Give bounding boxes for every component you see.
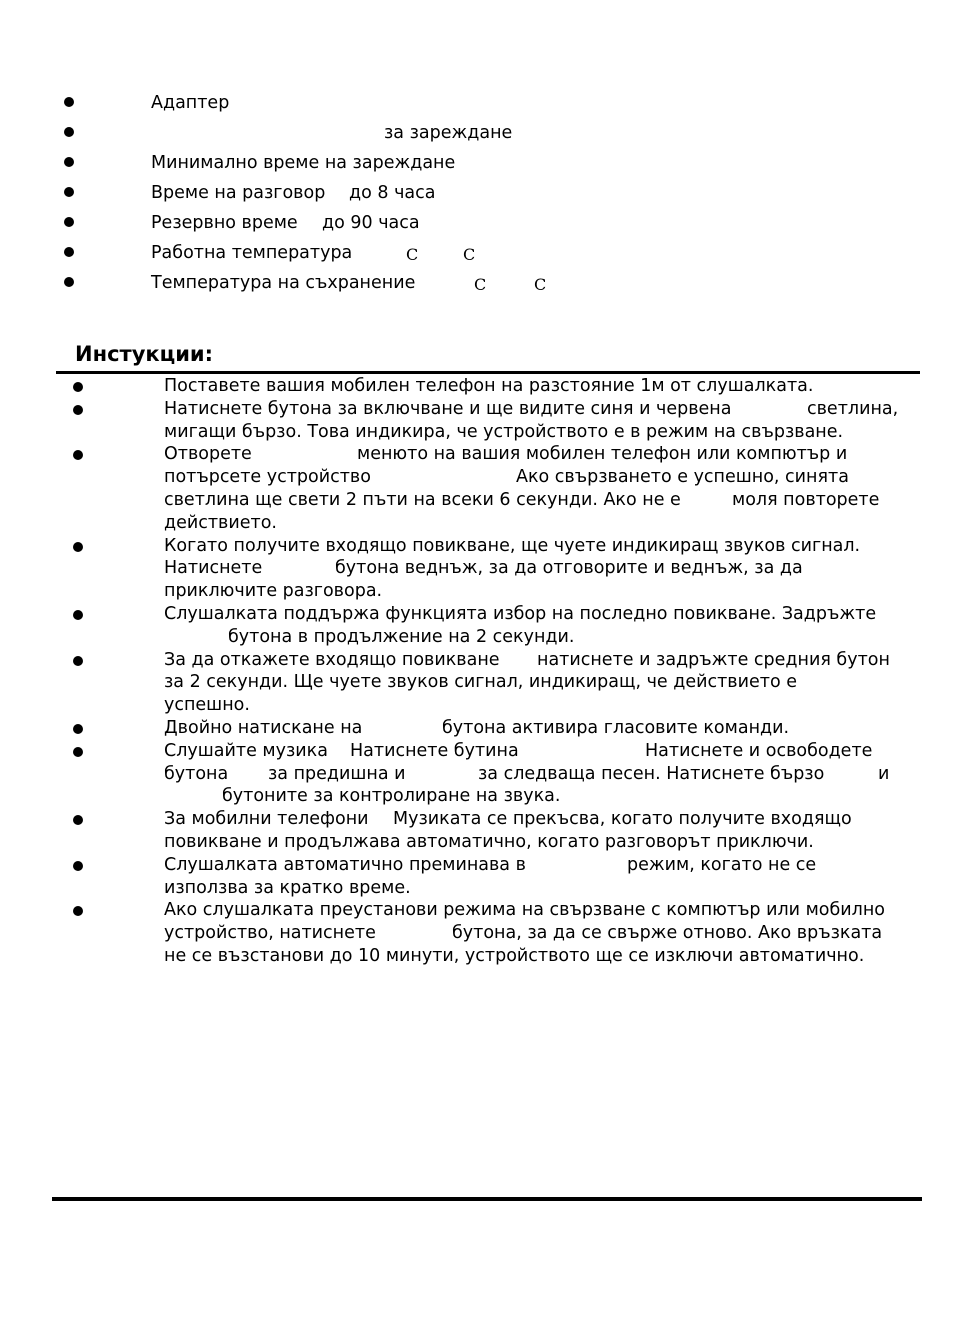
instruction-text: Слушалката поддържа функцията избор на последно повикване. Задръжте bbox=[164, 603, 877, 624]
instruction-text: устройство, натиснете bbox=[164, 923, 376, 944]
instruction-item bbox=[0, 603, 954, 649]
instruction-text: моля повторете bbox=[732, 489, 880, 510]
instruction-text: и bbox=[878, 763, 890, 784]
instruction-item bbox=[0, 717, 954, 740]
instruction-text: действието. bbox=[164, 512, 277, 533]
instruction-text: натиснете и задръжте средния бутон bbox=[537, 649, 890, 670]
instruction-text: Слушайте музика bbox=[164, 740, 328, 761]
instruction-item bbox=[0, 649, 954, 717]
bullet-icon bbox=[64, 247, 74, 257]
instruction-text: успешно. bbox=[164, 695, 250, 716]
footer-divider bbox=[52, 1197, 922, 1201]
instruction-text: менюто на вашия мобилен телефон или компютър и bbox=[357, 444, 848, 465]
instruction-text: използва за кратко време. bbox=[164, 877, 411, 898]
instruction-item bbox=[0, 535, 954, 603]
spec-item-operating-temp bbox=[0, 238, 954, 268]
instruction-text: не се възстанови до 10 минути, устройството ще се изключи автоматично. bbox=[164, 945, 865, 966]
instruction-item bbox=[0, 808, 954, 854]
instruction-item bbox=[0, 899, 954, 967]
instruction-text: за предишна и bbox=[268, 763, 406, 784]
instruction-text: за следваща песен. Натиснете бързо bbox=[478, 763, 825, 784]
instruction-text: Музиката се прекъсва, когато получите входящо bbox=[393, 809, 852, 830]
bullet-icon bbox=[64, 97, 74, 107]
temperature-unit: C bbox=[534, 275, 547, 294]
instruction-text: бутона в продължение на 2 секунди. bbox=[228, 626, 575, 647]
instruction-text: мигащи бързо. Това индикира, че устройството е в режим на свързване. bbox=[164, 421, 844, 442]
instruction-text: потърсете устройство bbox=[164, 467, 371, 488]
spec-label: Работна температура bbox=[151, 243, 353, 263]
spec-label: Резервно време bbox=[151, 213, 298, 233]
instruction-item bbox=[0, 398, 954, 444]
bullet-icon bbox=[64, 127, 74, 137]
spec-item-adapter bbox=[0, 88, 954, 118]
instruction-text: бутона веднъж, за да отговорите и веднъж, за да bbox=[335, 558, 803, 579]
spec-value: до 90 часа bbox=[322, 213, 420, 233]
bullet-icon bbox=[64, 217, 74, 227]
spec-value: до 8 часа bbox=[349, 183, 436, 203]
instruction-text: светлина, bbox=[807, 398, 899, 419]
temperature-unit: C bbox=[463, 245, 476, 264]
instructions-heading: Инстукции: bbox=[75, 342, 214, 366]
instruction-text: Когато получите входящо повикване, ще чуете индикиращ звуков сигнал. bbox=[164, 535, 861, 556]
instruction-text: За мобилни телефони bbox=[164, 809, 369, 830]
instruction-text: приключите разговора. bbox=[164, 581, 383, 602]
instruction-text: повикване и продължава автоматично, когато разговорът приключи. bbox=[164, 831, 814, 852]
instruction-text: бутона bbox=[164, 763, 229, 784]
heading-divider bbox=[56, 371, 920, 374]
instruction-text: бутоните за контролиране на звука. bbox=[222, 786, 561, 807]
instruction-text: Натиснете бутина bbox=[350, 740, 519, 761]
bullet-icon bbox=[64, 157, 74, 167]
instruction-item bbox=[0, 740, 954, 808]
instruction-item bbox=[0, 443, 954, 534]
spec-item-talk-time bbox=[0, 178, 954, 208]
spec-label: Температура на съхранение bbox=[151, 273, 416, 293]
instruction-text: бутона активира гласовите команди. bbox=[442, 717, 790, 738]
spec-label: Време на разговор bbox=[151, 183, 326, 203]
instruction-text: Натиснете бутона за включване и ще видите синя и червена bbox=[164, 398, 732, 419]
instruction-text: бутона, за да се свърже отново. Ако връзката bbox=[452, 923, 883, 944]
instruction-text: режим, когато не се bbox=[627, 854, 817, 875]
instruction-text: за 2 секунди. Ще чуете звуков сигнал, индикиращ, че действието е bbox=[164, 672, 797, 693]
temperature-unit: C bbox=[474, 275, 487, 294]
instruction-text: Отворете bbox=[164, 444, 252, 465]
spec-item-min-charge-time bbox=[0, 148, 954, 178]
bullet-icon bbox=[64, 277, 74, 287]
instruction-text: Натиснете bbox=[164, 558, 263, 579]
instruction-text: Слушалката автоматично преминава в bbox=[164, 854, 526, 875]
specifications-list bbox=[0, 88, 954, 298]
spec-label: за зареждане bbox=[384, 123, 513, 143]
instruction-text: светлина ще свети 2 пъти на всеки 6 секунди. Ако не е bbox=[164, 489, 681, 510]
spec-item-standby-time bbox=[0, 208, 954, 238]
spec-item-charging bbox=[0, 118, 954, 148]
spec-label: Минимално време на зареждане bbox=[151, 153, 456, 173]
instruction-text: Поставете вашия мобилен телефон на разстояние 1м от слушалката. bbox=[164, 376, 814, 396]
instruction-text: Ако слушалката преустанови режима на свързване с компютър или мобилно bbox=[164, 900, 886, 921]
instruction-text: Ако свързването е успешно, синята bbox=[516, 467, 849, 488]
instruction-item bbox=[0, 854, 954, 900]
instruction-text: Двойно натискане на bbox=[164, 717, 363, 738]
temperature-unit: C bbox=[406, 245, 419, 264]
spec-label: Адаптер bbox=[151, 93, 230, 113]
instruction-text: Натиснете и освободете bbox=[645, 740, 873, 761]
instruction-text: За да откажете входящо повикване bbox=[164, 649, 500, 670]
bullet-icon bbox=[64, 187, 74, 197]
instruction-item bbox=[0, 375, 954, 398]
instructions-list bbox=[0, 375, 954, 968]
spec-item-storage-temp bbox=[0, 268, 954, 298]
